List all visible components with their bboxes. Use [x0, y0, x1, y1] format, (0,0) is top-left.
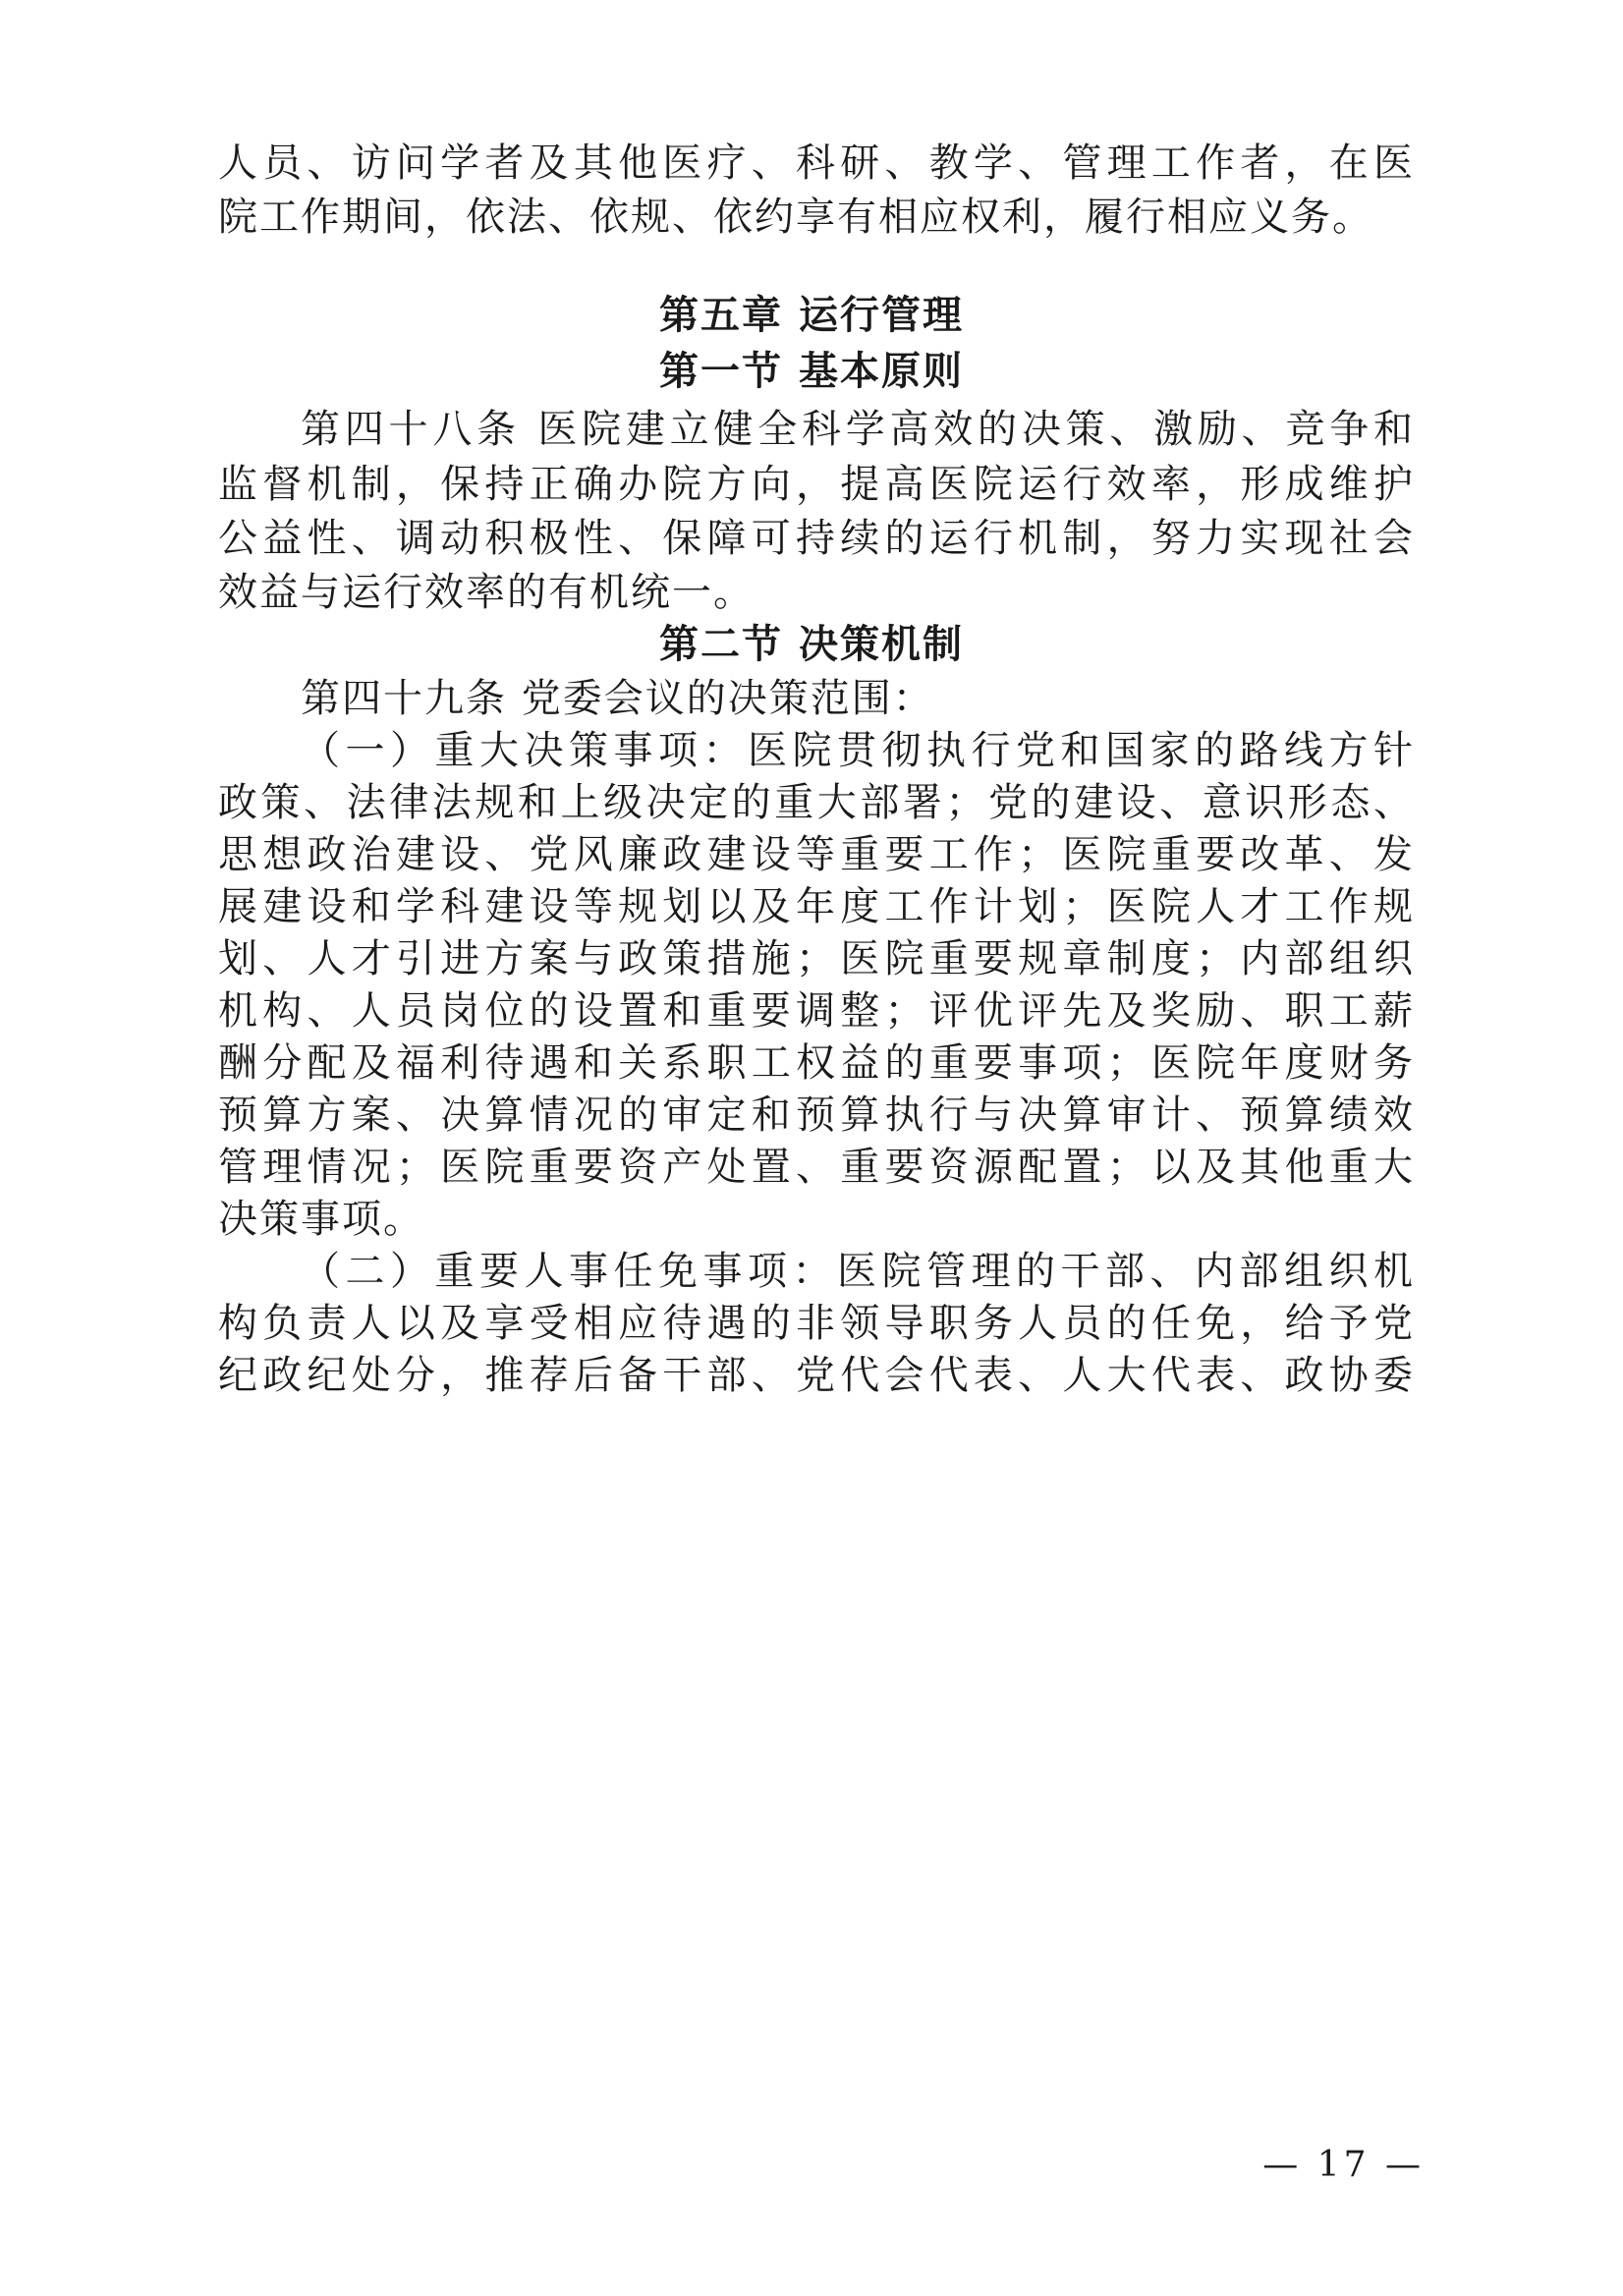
chapter-title: 第五章 运行管理	[659, 293, 964, 338]
list-item-line: 展建设和学科建设等规划以及年度工作计划；医院人才工作规	[218, 884, 1415, 929]
section-title: 第二节 决策机制	[659, 622, 964, 667]
body-text-line: 人员、访问学者及其他医疗、科研、教学、管理工作者，在医	[218, 140, 1415, 186]
article-text-line: 第四十八条 医院建立健全科学高效的决策、激励、竞争和	[301, 407, 1415, 452]
list-item-line: 构负责人以及享受相应待遇的非领导职务人员的任免，给予党	[218, 1301, 1415, 1346]
list-item-line: 机构、人员岗位的设置和重要调整；评优评先及奖励、职工薪	[218, 988, 1415, 1034]
list-item-line: 政策、法律法规和上级决定的重大部署；党的建设、意识形态、	[218, 780, 1415, 825]
article-text-line: 效益与运行效率的有机统一。	[218, 570, 755, 615]
list-item-line: 预算方案、决算情况的审定和预算执行与决算审计、预算绩效	[218, 1092, 1415, 1138]
list-item-line: 划、人才引进方案与政策措施；医院重要规章制度；内部组织	[218, 936, 1415, 981]
body-text-line: 院工作期间，依法、依规、依约享有相应权利，履行相应义务。	[218, 195, 1373, 240]
list-item-line: 管理情况；医院重要资产处置、重要资源配置；以及其他重大	[218, 1145, 1415, 1190]
page-number: — 17 —	[1262, 2145, 1425, 2185]
list-item-line: （一）重大决策事项：医院贯彻执行党和国家的路线方针	[301, 728, 1415, 773]
list-item-line: （二）重要人事任免事项：医院管理的干部、内部组织机	[301, 1249, 1415, 1294]
article-text-line: 公益性、调动积极性、保障可持续的运行机制，努力实现社会	[218, 516, 1415, 561]
list-item-line: 纪政纪处分，推荐后备干部、党代会代表、人大代表、政协委	[218, 1353, 1415, 1398]
list-item-line: 思想政治建设、党风廉政建设等重要工作；医院重要改革、发	[218, 832, 1415, 877]
article-text-line: 监督机制，保持正确办院方向，提高医院运行效率，形成维护	[218, 462, 1415, 507]
list-item-line: 酬分配及福利待遇和关系职工权益的重要事项；医院年度财务	[218, 1040, 1415, 1086]
section-title: 第一节 基本原则	[659, 349, 964, 394]
article-text-line: 第四十九条 党委会议的决策范围：	[301, 676, 934, 721]
list-item-line: 决策事项。	[218, 1197, 424, 1242]
